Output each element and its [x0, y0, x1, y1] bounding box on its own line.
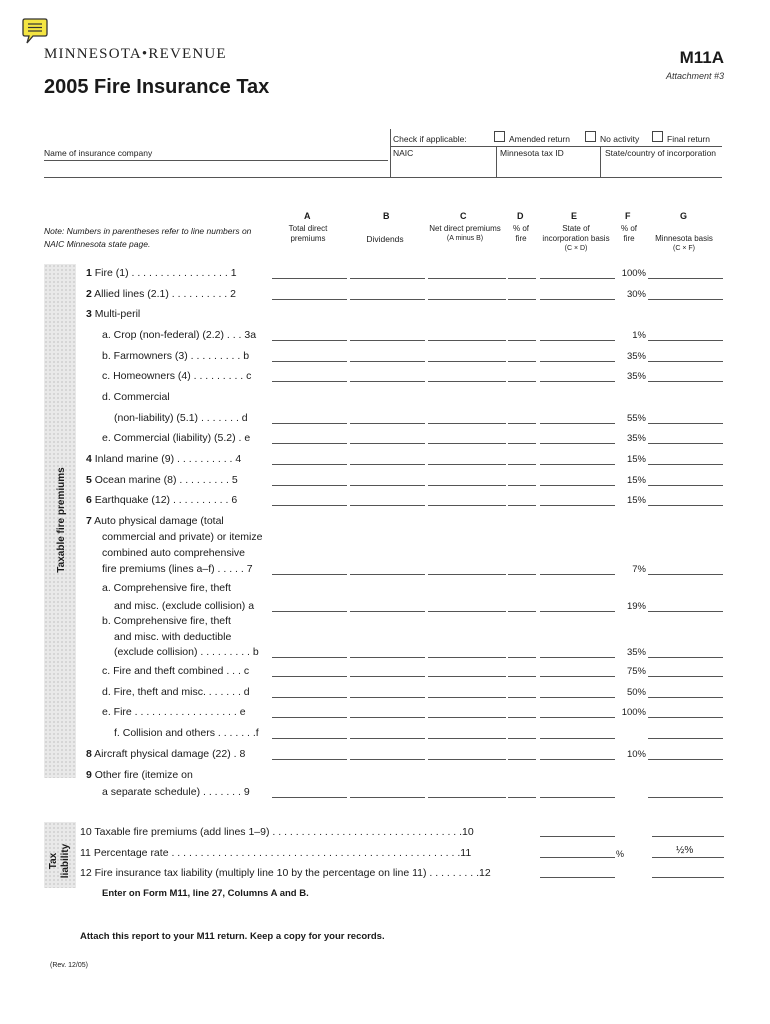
input-field-col-b[interactable] — [350, 574, 425, 575]
input-field-col-b[interactable] — [350, 738, 425, 739]
input-field-col-a[interactable] — [272, 759, 347, 760]
col-c-header: Net direct premiums (A minus B) — [429, 224, 501, 242]
fire-percentage: 15% — [626, 454, 646, 465]
input-field-col-d[interactable] — [508, 759, 536, 760]
fire-percentage: 35% — [626, 647, 646, 658]
input-field-col-b[interactable] — [350, 361, 425, 362]
line-label: e. Fire . . . . . . . . . . . . . . . . . . e — [102, 706, 246, 718]
input-field-col-c[interactable] — [428, 697, 506, 698]
input-field-col-e[interactable] — [540, 797, 615, 798]
input-field-col-e[interactable] — [540, 381, 615, 382]
input-field-col-d[interactable] — [508, 574, 536, 575]
line-label: c. Homeowners (4) . . . . . . . . . c — [102, 370, 252, 382]
fire-percentage: 15% — [626, 495, 646, 506]
taxable-premiums-label: Taxable fire premiums — [56, 467, 67, 573]
divider — [390, 146, 722, 147]
input-field-col-c[interactable] — [428, 381, 506, 382]
fire-percentage: 15% — [626, 475, 646, 486]
divider — [600, 146, 601, 177]
line-10-field[interactable] — [540, 836, 615, 837]
line-label: a separate schedule) . . . . . . . 9 — [102, 786, 250, 798]
input-field-col-d[interactable] — [508, 797, 536, 798]
final-return-checkbox[interactable] — [652, 131, 663, 142]
line-12-field[interactable] — [540, 877, 615, 878]
input-field-col-d[interactable] — [508, 278, 536, 279]
input-field-col-d[interactable] — [508, 443, 536, 444]
input-field-col-a[interactable] — [272, 423, 347, 424]
fire-percentage: 100% — [621, 707, 646, 718]
input-field-col-a[interactable] — [272, 505, 347, 506]
input-field-col-c[interactable] — [428, 278, 506, 279]
input-field-col-e[interactable] — [540, 676, 615, 677]
input-field-col-b[interactable] — [350, 485, 425, 486]
input-field-col-g[interactable] — [648, 299, 723, 300]
fire-percentage: 55% — [626, 413, 646, 424]
input-field-col-b[interactable] — [350, 505, 425, 506]
input-field-col-b[interactable] — [350, 717, 425, 718]
no-activity-checkbox[interactable] — [585, 131, 596, 142]
input-field-col-g[interactable] — [648, 505, 723, 506]
line-12-g-field[interactable] — [652, 877, 724, 878]
fire-percentage: 50% — [626, 687, 646, 698]
input-field-col-c[interactable] — [428, 676, 506, 677]
line-11-field[interactable] — [540, 857, 615, 858]
input-field-col-b[interactable] — [350, 381, 425, 382]
input-field-col-a[interactable] — [272, 361, 347, 362]
col-d-header: % of fire — [512, 224, 529, 243]
enter-instruction: Enter on Form M11, line 27, Columns A and B. — [102, 888, 309, 899]
fire-percentage: 100% — [621, 268, 646, 279]
input-field-col-g[interactable] — [648, 361, 723, 362]
input-field-col-b[interactable] — [350, 759, 425, 760]
line-label: combined auto comprehensive — [102, 547, 246, 559]
line-label: and misc. (exclude collision) a — [114, 600, 255, 612]
page-title: 2005 Fire Insurance Tax — [44, 76, 270, 98]
input-field-col-g[interactable] — [648, 738, 723, 739]
input-field-col-g[interactable] — [648, 759, 723, 760]
input-field-col-c[interactable] — [428, 738, 506, 739]
input-field-col-e[interactable] — [540, 759, 615, 760]
input-field-col-a[interactable] — [272, 381, 347, 382]
fire-percentage: 1% — [632, 330, 646, 341]
input-field-col-g[interactable] — [648, 381, 723, 382]
line-label: a. Crop (non-federal) (2.2) . . . 3a — [102, 329, 257, 341]
input-field-col-e[interactable] — [540, 657, 615, 658]
input-field-col-d[interactable] — [508, 697, 536, 698]
col-g-header: Minnesota basis (C × F) — [655, 234, 713, 252]
naic-label: NAIC — [393, 148, 414, 158]
input-field-col-c[interactable] — [428, 797, 506, 798]
line-10-g-field[interactable] — [652, 836, 724, 837]
brand-logo: MINNESOTA•REVENUE — [44, 46, 227, 62]
line-11-percent: % — [616, 849, 625, 859]
fire-percentage: 10% — [626, 749, 646, 760]
line-11-label: 11 Percentage rate . . . . . . . . . . . . . . . . . . . . . . . . . . . . . . . . . . . . . . . . . . . . . . . . . .11 — [80, 847, 472, 859]
input-field-col-c[interactable] — [428, 657, 506, 658]
input-field-col-d[interactable] — [508, 423, 536, 424]
input-field-col-b[interactable] — [350, 464, 425, 465]
input-field-col-e[interactable] — [540, 717, 615, 718]
input-field-col-e[interactable] — [540, 423, 615, 424]
col-f-letter: F — [625, 211, 631, 221]
input-field-col-g[interactable] — [648, 697, 723, 698]
divider — [44, 160, 388, 161]
input-field-col-c[interactable] — [428, 717, 506, 718]
input-field-col-e[interactable] — [540, 464, 615, 465]
input-field-col-d[interactable] — [508, 717, 536, 718]
line-label: a. Comprehensive fire, theft — [102, 582, 231, 594]
input-field-col-g[interactable] — [648, 676, 723, 677]
no-activity-label: No activity — [600, 134, 640, 144]
fire-percentage: 35% — [626, 351, 646, 362]
line-label: b. Comprehensive fire, theft — [102, 615, 231, 627]
amended-label: Amended return — [509, 134, 570, 144]
input-field-col-a[interactable] — [272, 278, 347, 279]
input-field-col-a[interactable] — [272, 485, 347, 486]
col-f-header: % of fire — [620, 224, 637, 243]
input-field-col-d[interactable] — [508, 340, 536, 341]
fire-percentage: 75% — [626, 666, 646, 677]
input-field-col-g[interactable] — [648, 485, 723, 486]
input-field-col-g[interactable] — [648, 797, 723, 798]
input-field-col-a[interactable] — [272, 299, 347, 300]
input-field-col-b[interactable] — [350, 278, 425, 279]
input-field-col-g[interactable] — [648, 278, 723, 279]
input-field-col-b[interactable] — [350, 657, 425, 658]
input-field-col-e[interactable] — [540, 611, 615, 612]
col-a-header: Total direct premiums — [288, 224, 328, 243]
note-icon[interactable] — [22, 17, 48, 45]
check-label: Check if applicable: — [393, 134, 467, 144]
input-field-col-b[interactable] — [350, 797, 425, 798]
amended-checkbox[interactable] — [494, 131, 505, 142]
input-field-col-b[interactable] — [350, 611, 425, 612]
input-field-col-a[interactable] — [272, 443, 347, 444]
input-field-col-d[interactable] — [508, 361, 536, 362]
input-field-col-e[interactable] — [540, 443, 615, 444]
input-field-col-e[interactable] — [540, 738, 615, 739]
line-label: (exclude collision) . . . . . . . . . b — [114, 646, 259, 658]
input-field-col-g[interactable] — [648, 464, 723, 465]
line-label: c. Fire and theft combined . . . c — [102, 665, 250, 677]
line-label: 5 Ocean marine (8) . . . . . . . . . 5 — [86, 474, 238, 486]
line-label: b. Farmowners (3) . . . . . . . . . b — [102, 350, 250, 362]
company-name-label: Name of insurance company — [44, 148, 153, 158]
input-field-col-c[interactable] — [428, 505, 506, 506]
line-label: 8 Aircraft physical damage (22) . 8 — [86, 748, 246, 760]
input-field-col-d[interactable] — [508, 505, 536, 506]
input-field-col-d[interactable] — [508, 485, 536, 486]
input-field-col-c[interactable] — [428, 423, 506, 424]
line-label: and misc. with deductible — [114, 631, 232, 643]
col-c-letter: C — [460, 211, 467, 221]
line-label: 1 Fire (1) . . . . . . . . . . . . . . . . . 1 — [86, 267, 237, 279]
input-field-col-a[interactable] — [272, 797, 347, 798]
line-label: 6 Earthquake (12) . . . . . . . . . . 6 — [86, 494, 238, 506]
input-field-col-a[interactable] — [272, 657, 347, 658]
state-country-label: State/country of incorporation — [605, 148, 717, 158]
input-field-col-e[interactable] — [540, 485, 615, 486]
line-11-g-field[interactable] — [652, 857, 724, 858]
input-field-col-g[interactable] — [648, 657, 723, 658]
fire-percentage: 19% — [626, 601, 646, 612]
col-a-letter: A — [304, 211, 311, 221]
input-field-col-d[interactable] — [508, 738, 536, 739]
line-label: f. Collision and others . . . . . . .f — [114, 727, 259, 739]
fire-percentage: 30% — [626, 289, 646, 300]
line-11-rate: ½% — [676, 845, 694, 856]
input-field-col-a[interactable] — [272, 574, 347, 575]
input-field-col-a[interactable] — [272, 697, 347, 698]
input-field-col-c[interactable] — [428, 340, 506, 341]
revision-label: (Rev. 12/05) — [50, 962, 88, 969]
input-field-col-g[interactable] — [648, 443, 723, 444]
input-field-col-d[interactable] — [508, 611, 536, 612]
input-field-col-c[interactable] — [428, 299, 506, 300]
input-field-col-b[interactable] — [350, 423, 425, 424]
input-field-col-a[interactable] — [272, 717, 347, 718]
input-field-col-a[interactable] — [272, 611, 347, 612]
fire-percentage: 35% — [626, 371, 646, 382]
input-field-col-b[interactable] — [350, 697, 425, 698]
input-field-col-b[interactable] — [350, 299, 425, 300]
input-field-col-d[interactable] — [508, 299, 536, 300]
input-field-col-c[interactable] — [428, 361, 506, 362]
input-field-col-g[interactable] — [648, 611, 723, 612]
line-label: 3 Multi-peril — [86, 308, 141, 320]
input-field-col-a[interactable] — [272, 464, 347, 465]
tax-liability-label: Tax liability — [48, 843, 71, 879]
line-label: e. Commercial (liability) (5.2) . e — [102, 432, 251, 444]
divider — [496, 146, 497, 177]
input-field-col-b[interactable] — [350, 676, 425, 677]
col-b-header: Dividends — [366, 234, 404, 244]
line-label: (non-liability) (5.1) . . . . . . . d — [114, 412, 248, 424]
input-field-col-e[interactable] — [540, 574, 615, 575]
input-field-col-e[interactable] — [540, 278, 615, 279]
input-field-col-c[interactable] — [428, 443, 506, 444]
mn-tax-id-label: Minnesota tax ID — [500, 148, 564, 158]
fire-percentage: 7% — [632, 564, 646, 575]
input-field-col-g[interactable] — [648, 717, 723, 718]
input-field-col-c[interactable] — [428, 485, 506, 486]
input-field-col-a[interactable] — [272, 340, 347, 341]
attachment-label: Attachment #3 — [665, 71, 724, 81]
line-label: fire premiums (lines a–f) . . . . . 7 — [102, 563, 253, 575]
line-label: 7 Auto physical damage (total — [86, 515, 224, 527]
col-d-letter: D — [517, 211, 524, 221]
input-field-col-d[interactable] — [508, 657, 536, 658]
line-label: d. Fire, theft and misc. . . . . . . d — [102, 686, 250, 698]
line-label: commercial and private) or itemize — [102, 531, 263, 543]
input-field-col-c[interactable] — [428, 574, 506, 575]
input-field-col-d[interactable] — [508, 464, 536, 465]
input-field-col-e[interactable] — [540, 361, 615, 362]
input-field-col-c[interactable] — [428, 611, 506, 612]
line-10-label: 10 Taxable fire premiums (add lines 1–9) . . . . . . . . . . . . . . . . . . . . . . . . . . . . . . . . .10 — [80, 826, 474, 838]
form-id: M11A — [679, 48, 724, 67]
input-field-col-e[interactable] — [540, 697, 615, 698]
line-12-label: 12 Fire insurance tax liability (multiply line 10 by the percentage on line 11) . . . . . . . . .12 — [80, 867, 491, 879]
input-field-col-e[interactable] — [540, 340, 615, 341]
col-b-letter: B — [383, 211, 390, 221]
input-field-col-c[interactable] — [428, 759, 506, 760]
input-field-col-b[interactable] — [350, 443, 425, 444]
line-label: 9 Other fire (itemize on — [86, 769, 193, 781]
col-g-letter: G — [680, 211, 688, 221]
input-field-col-c[interactable] — [428, 464, 506, 465]
divider — [44, 177, 722, 178]
divider — [390, 129, 391, 177]
input-field-col-a[interactable] — [272, 676, 347, 677]
note-text: Note: Numbers in parentheses refer to line numbers on NAIC Minnesota state page. — [44, 226, 252, 249]
final-return-label: Final return — [667, 134, 710, 144]
input-field-col-a[interactable] — [272, 738, 347, 739]
line-label: 2 Allied lines (2.1) . . . . . . . . . . 2 — [86, 288, 236, 300]
line-label: 4 Inland marine (9) . . . . . . . . . . 4 — [86, 453, 242, 465]
input-field-col-g[interactable] — [648, 340, 723, 341]
fire-percentage: 35% — [626, 433, 646, 444]
attach-instruction: Attach this report to your M11 return. Keep a copy for your records. — [80, 931, 385, 942]
col-e-header: State of incorporation basis (C × D) — [542, 224, 610, 252]
line-label: d. Commercial — [102, 391, 170, 403]
input-field-col-e[interactable] — [540, 505, 615, 506]
input-field-col-d[interactable] — [508, 381, 536, 382]
col-e-letter: E — [571, 211, 578, 221]
input-field-col-g[interactable] — [648, 423, 723, 424]
input-field-col-d[interactable] — [508, 676, 536, 677]
input-field-col-g[interactable] — [648, 574, 723, 575]
input-field-col-b[interactable] — [350, 340, 425, 341]
input-field-col-e[interactable] — [540, 299, 615, 300]
